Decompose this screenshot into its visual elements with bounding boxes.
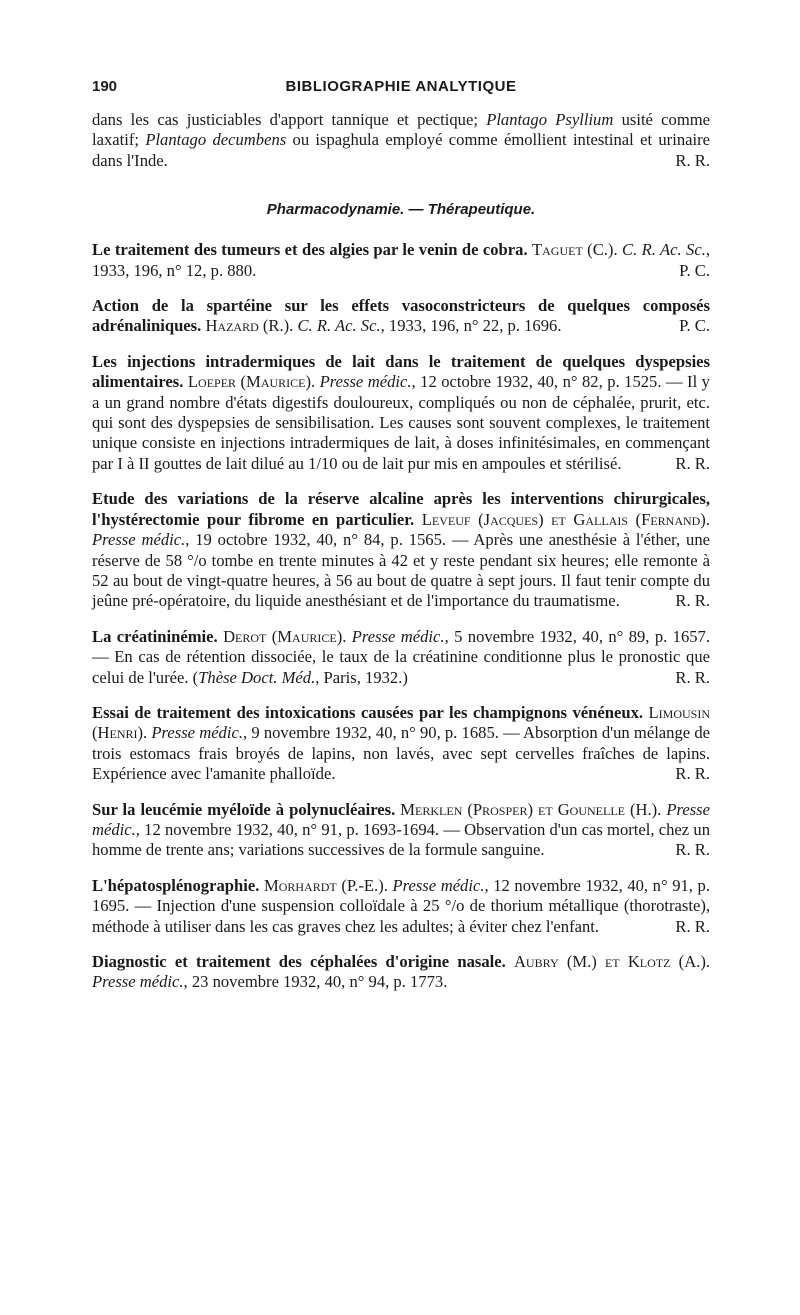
entry-journal: Presse médic. xyxy=(92,972,184,992)
entry-abstract: — En cas de rétention dissociée, le taux de la créatinine conditionne plus le pronostic que celui de l'urée. ( xyxy=(92,647,710,687)
entry-abstract-end: , Paris, 1932.) xyxy=(315,667,408,687)
entry-title: La créatininémie. xyxy=(92,626,218,646)
entry-signature: R. R. xyxy=(675,591,710,611)
entry-title: Etude des variations de la réserve alcaline après les interventions chirurgicales, l'hystérectomie pour fibrome en particulier. xyxy=(92,489,710,529)
entry-abstract: — Absorption d'un mélange de trois estomacs frais broyés de lapins, non lavés, avec sept cervelles fraîches de lapins. Expérience avec l'amanite phalloïde. xyxy=(92,723,710,784)
entry-journal: Presse médic. xyxy=(392,875,485,895)
entry xyxy=(92,703,710,785)
entry-title: Essai de traitement des intoxications causées par les champignons vénéneux. xyxy=(92,702,644,722)
entry-title: Le traitement des tumeurs et des algies par le venin de cobra. xyxy=(92,240,528,260)
entry-reference: , 12 novembre 1932, 40, n° 91, p. 1693-1694. xyxy=(135,819,440,839)
entry-author: Aubry (M.) et Klotz (A.). xyxy=(513,952,710,971)
page-header xyxy=(92,78,710,98)
entry xyxy=(92,627,710,688)
entry-abstract: — Après une anesthésie à l'éther, une réserve de 58 °/o tombe en trente minutes à 42 et y reste pendant six heures; elle remonte à 52 au bout de vingt-quatre heures, à 56 au bout de quatre à sept jours. Il faut tenir compte du jeûne pré-opératoire, du liquide anesthésiant et de l'importance du traumatisme. xyxy=(92,530,710,611)
entry-text: dans les cas justiciables d'apport tannique et pectique; xyxy=(92,110,487,129)
page xyxy=(92,78,710,993)
entry-journal: C. R. Ac. Sc. xyxy=(622,240,706,260)
entry-reference: , 23 novembre 1932, 40, n° 94, p. 1773. xyxy=(183,972,448,992)
entry-signature: P. C. xyxy=(679,260,710,280)
entry-author: Morhardt (P.-E.). xyxy=(263,875,388,895)
entry-reference: , 1933, 196, n° 22, p. 1696. xyxy=(380,316,562,336)
entry xyxy=(92,352,710,474)
entry-title: Diagnostic et traitement des céphalées d'origine nasale. xyxy=(92,952,506,971)
entry-author: Merklen (Prosper) et Gounelle (H.). xyxy=(400,799,662,819)
entry-title: Sur la leucémie myéloïde à polynucléaires. xyxy=(92,799,396,819)
entry-reference: , 12 novembre 1932, 40, n° 91, p. 1695. xyxy=(92,875,710,916)
entry-author: Hazard (R.). xyxy=(205,316,294,336)
entry-signature: R. R. xyxy=(675,764,710,784)
entry-author: Leveuf (Jacques) et Gallais (Fernand). xyxy=(421,509,710,529)
entry-thesis: Thèse Doct. Méd. xyxy=(198,667,316,687)
entry-reference: , 12 octobre 1932, 40, n° 82, p. 1525. xyxy=(411,372,662,392)
entry-reference: , 5 novembre 1932, 40, n° 89, p. 1657. xyxy=(444,626,710,646)
entry-signature: R. R. xyxy=(675,667,710,687)
entry-journal: Presse médic. xyxy=(319,372,412,392)
entry-signature: R. R. xyxy=(675,453,710,473)
entry-reference: , 1933, 196, n° 12, p. 880. xyxy=(92,240,711,280)
entry-title: L'hépatosplénographie. xyxy=(92,875,260,895)
section-heading: Pharmacodynamie. — Thérapeutique. xyxy=(266,201,536,219)
entry xyxy=(92,876,710,937)
page-number: 190 xyxy=(92,78,118,95)
entry-signature: R. R. xyxy=(675,840,710,860)
entry-title: Les injections intradermiques de lait dans le traitement de quelques dyspepsies alimentaires. xyxy=(92,351,710,392)
entry-journal: Presse médic. xyxy=(92,530,186,550)
entry-abstract: — Injection d'une suspension colloïdale à 25 °/o de thorium métallique (thorotraste), méthode à utiliser dans les cas graves chez les adultes; à éviter chez l'enfant. xyxy=(92,896,710,936)
entry-journal: C. R. Ac. Sc. xyxy=(297,316,381,336)
entry-author: Derot (Maurice). xyxy=(223,626,347,646)
entry-text: ou ispaghula employé comme émollient intestinal et urinaire dans l'Inde. xyxy=(92,130,710,170)
running-title: BIBLIOGRAPHIE ANALYTIQUE xyxy=(285,78,517,95)
entry-signature: R. R. xyxy=(675,916,710,936)
entry-author: Taguet (C.). xyxy=(532,240,618,260)
entry-abstract: — Il y a un grand nombre d'états digestifs douloureux, compliqués ou non de céphalée, prurit, etc. qui sont des dyspepsies de sensibilisation. Les causes sont souvent complexes, le traitement unique consiste en injections intradermiques de lait, à doses infinitésimales, en commençant par I à II gouttes de lait dilué au 1/10 ou de lait pur mis en ampoules et stérilisé. xyxy=(92,372,710,473)
entry-journal: Presse médic. xyxy=(151,723,243,743)
entry-journal: Presse médic. xyxy=(92,799,710,839)
entry-author: Limousin (Henri). xyxy=(92,702,710,743)
entry-signature: R. R. xyxy=(675,150,710,170)
entry-title: Action de la spartéine sur les effets vasoconstricteurs de quelques composés adrénaliniques. xyxy=(92,296,710,336)
entry-abstract: — Observation d'un cas mortel, chez un homme de trente ans; variations successives de la formule sanguine. xyxy=(92,819,710,860)
entry-reference: , 19 octobre 1932, 40, n° 84, p. 1565. xyxy=(185,530,447,550)
entry-author: Loeper (Maurice). xyxy=(187,372,316,392)
entry xyxy=(92,952,710,993)
entry xyxy=(92,240,710,281)
entry-journal: Presse médic. xyxy=(351,626,445,646)
entry-continuation xyxy=(92,110,710,171)
species-name: Plantago Psyllium xyxy=(486,110,614,129)
entry xyxy=(92,296,710,337)
entry-reference: , 9 novembre 1932, 40, n° 90, p. 1685. xyxy=(242,723,499,743)
entry-text: usité comme laxatif; xyxy=(92,110,710,150)
entry xyxy=(92,489,710,611)
entry xyxy=(92,800,710,861)
species-name: Plantago decumbens xyxy=(145,130,287,150)
entry-signature: P. C. xyxy=(679,316,710,336)
